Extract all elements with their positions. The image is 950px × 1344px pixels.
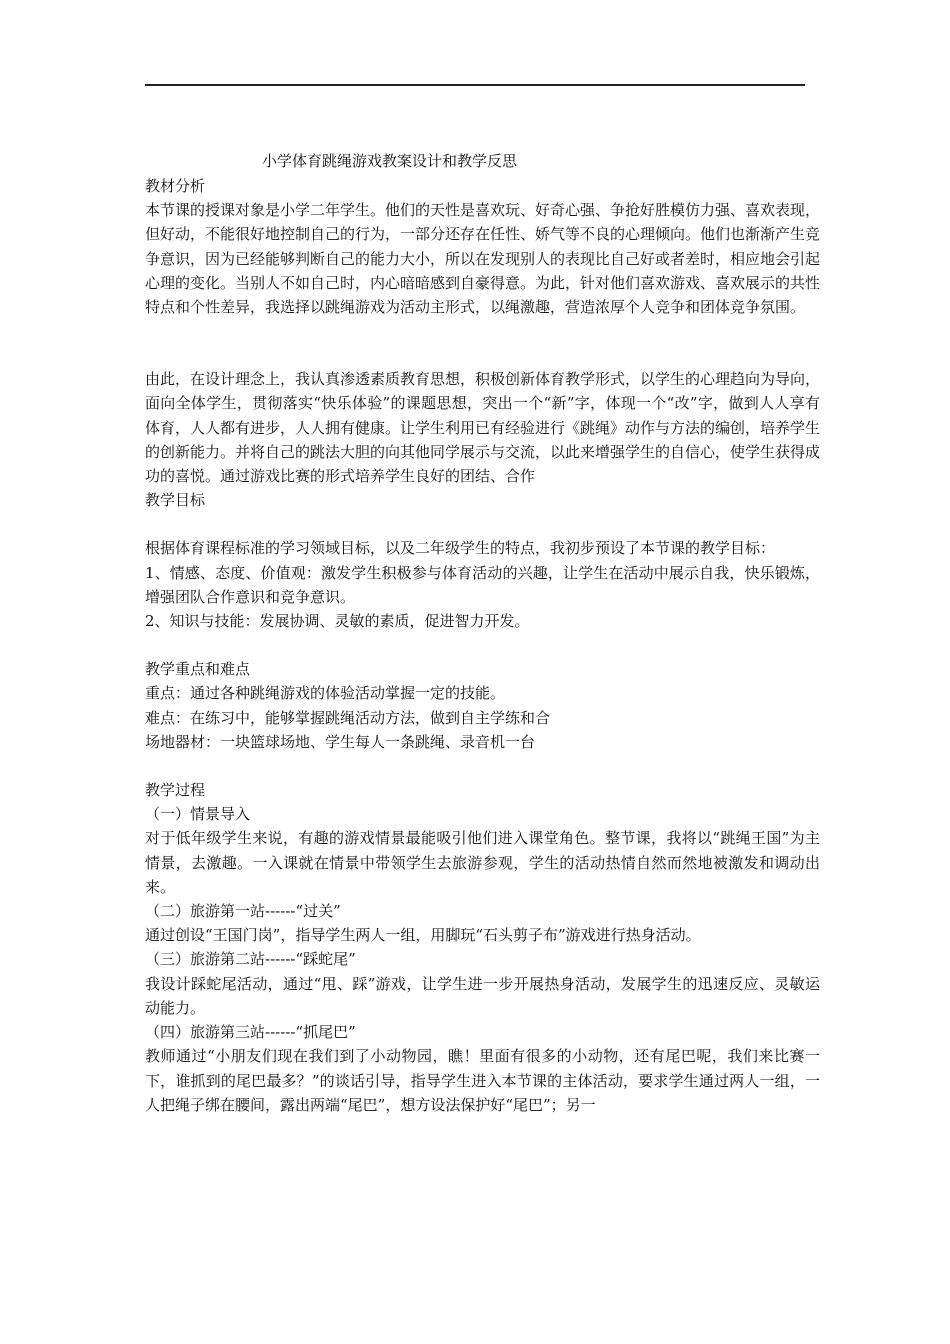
step-4-text: 教师通过“小朋友们现在我们到了小动物园，瞧！里面有很多的小动物，还有尾巴呢，我们来比赛一下，谁抓到的尾巴最多？”的谈话引导，指导学生进入本节课的主体活动，要求学生通过两人一组，一人把绳子绑在腰间，露出两端“尾巴”，想方设法保护好“尾巴”；另一: [145, 1047, 820, 1114]
section-heading-goals: 教学目标: [145, 491, 206, 510]
step-3-text: 我设计踩蛇尾活动，通过“甩、踩”游戏，让学生进一步开展热身活动，发展学生的迅速反应、灵敏运动能力。: [145, 974, 820, 1017]
document-body: [145, 174, 820, 1117]
spacer: [145, 633, 820, 657]
paragraph-analysis: 本节课的授课对象是小学二年学生。他们的天性是喜欢玩、好奇心强、争抢好胜模仿力强、喜欢表现，但好动，不能很好地控制自己的行为，一部分还存在任性、娇气等不良的心理倾向。他们也渐渐产生竞争意识，因为已经能够判断自己的能力大小，所以在发现别人的表现比自己好或者差时，相应地会引起心理的变化。当别人不如自己时，内心暗暗感到自豪得意。为此，针对他们喜欢游戏、喜欢展示的共性特点和个性差异，我选择以跳绳游戏为活动主形式，以绳激趣，营造浓厚个人竞争和团体竞争氛围。: [145, 201, 821, 317]
goal-item-1: 1、情感、态度、价值观：激发学生积极参与体育活动的兴趣，让学生在活动中展示自我，快乐锻炼，增强团队合作意识和竞争意识。: [145, 563, 820, 606]
section-heading-key-points: 教学重点和难点: [145, 660, 251, 679]
section-heading-process: 教学过程: [145, 781, 206, 800]
paragraph-goals-intro: 根据体育课程标准的学习领域目标，以及二年级学生的特点，我初步预设了本节课的教学目标：: [145, 539, 776, 558]
step-2-text: 通过创设“王国门岗”，指导学生两人一组，用脚玩“石头剪子布”游戏进行热身活动。: [145, 926, 701, 945]
difficulty-point: 难点：在练习中，能够掌握跳绳活动方法，做到自主学练和合: [145, 708, 551, 727]
step-4-title: （四）旅游第三站------“抓尾巴”: [145, 1023, 356, 1042]
step-2-title: （二）旅游第一站------“过关”: [145, 902, 341, 921]
spacer: [145, 754, 820, 778]
spacer: [145, 512, 820, 536]
spacer: [145, 319, 820, 367]
equipment: 场地器材：一块篮球场地、学生每人一条跳绳、录音机一台: [145, 732, 536, 751]
paragraph-design-concept: 由此，在设计理念上，我认真渗透素质教育思想，积极创新体育教学形式，以学生的心理趋向为导向，面向全体学生，贯彻落实“快乐体验”的课题思想，突出一个“新”字，体现一个“改”字，做到人人享有体育，人人都有进步，人人拥有健康。让学生利用已有经验进行《跳绳》动作与方法的编创，培养学生的创新能力。并将自己的跳法大胆的向其他同学展示与交流，以此来增强学生的自信心，使学生获得成功的喜悦。通过游戏比赛的形式培养学生良好的团结、合作: [145, 370, 821, 486]
step-1-title: （一）情景导入: [145, 805, 251, 824]
goal-item-2: 2、知识与技能：发展协调、灵敏的素质，促进智力开发。: [145, 612, 530, 631]
document-title: 小学体育跳绳游戏教案设计和教学反思: [262, 152, 518, 170]
key-point: 重点：通过各种跳绳游戏的体验活动掌握一定的技能。: [145, 684, 506, 703]
header-rule: [145, 84, 805, 86]
step-3-title: （三）旅游第二站------“踩蛇尾”: [145, 950, 356, 969]
section-heading-analysis: 教材分析: [145, 177, 206, 195]
step-1-text: 对于低年级学生来说，有趣的游戏情景最能吸引他们进入课堂角色。整节课，我将以“跳绳王国”为主情景，去激趣。一入课就在情景中带领学生去旅游参观，学生的活动热情自然而然地被激发和调动出来。: [145, 829, 820, 896]
